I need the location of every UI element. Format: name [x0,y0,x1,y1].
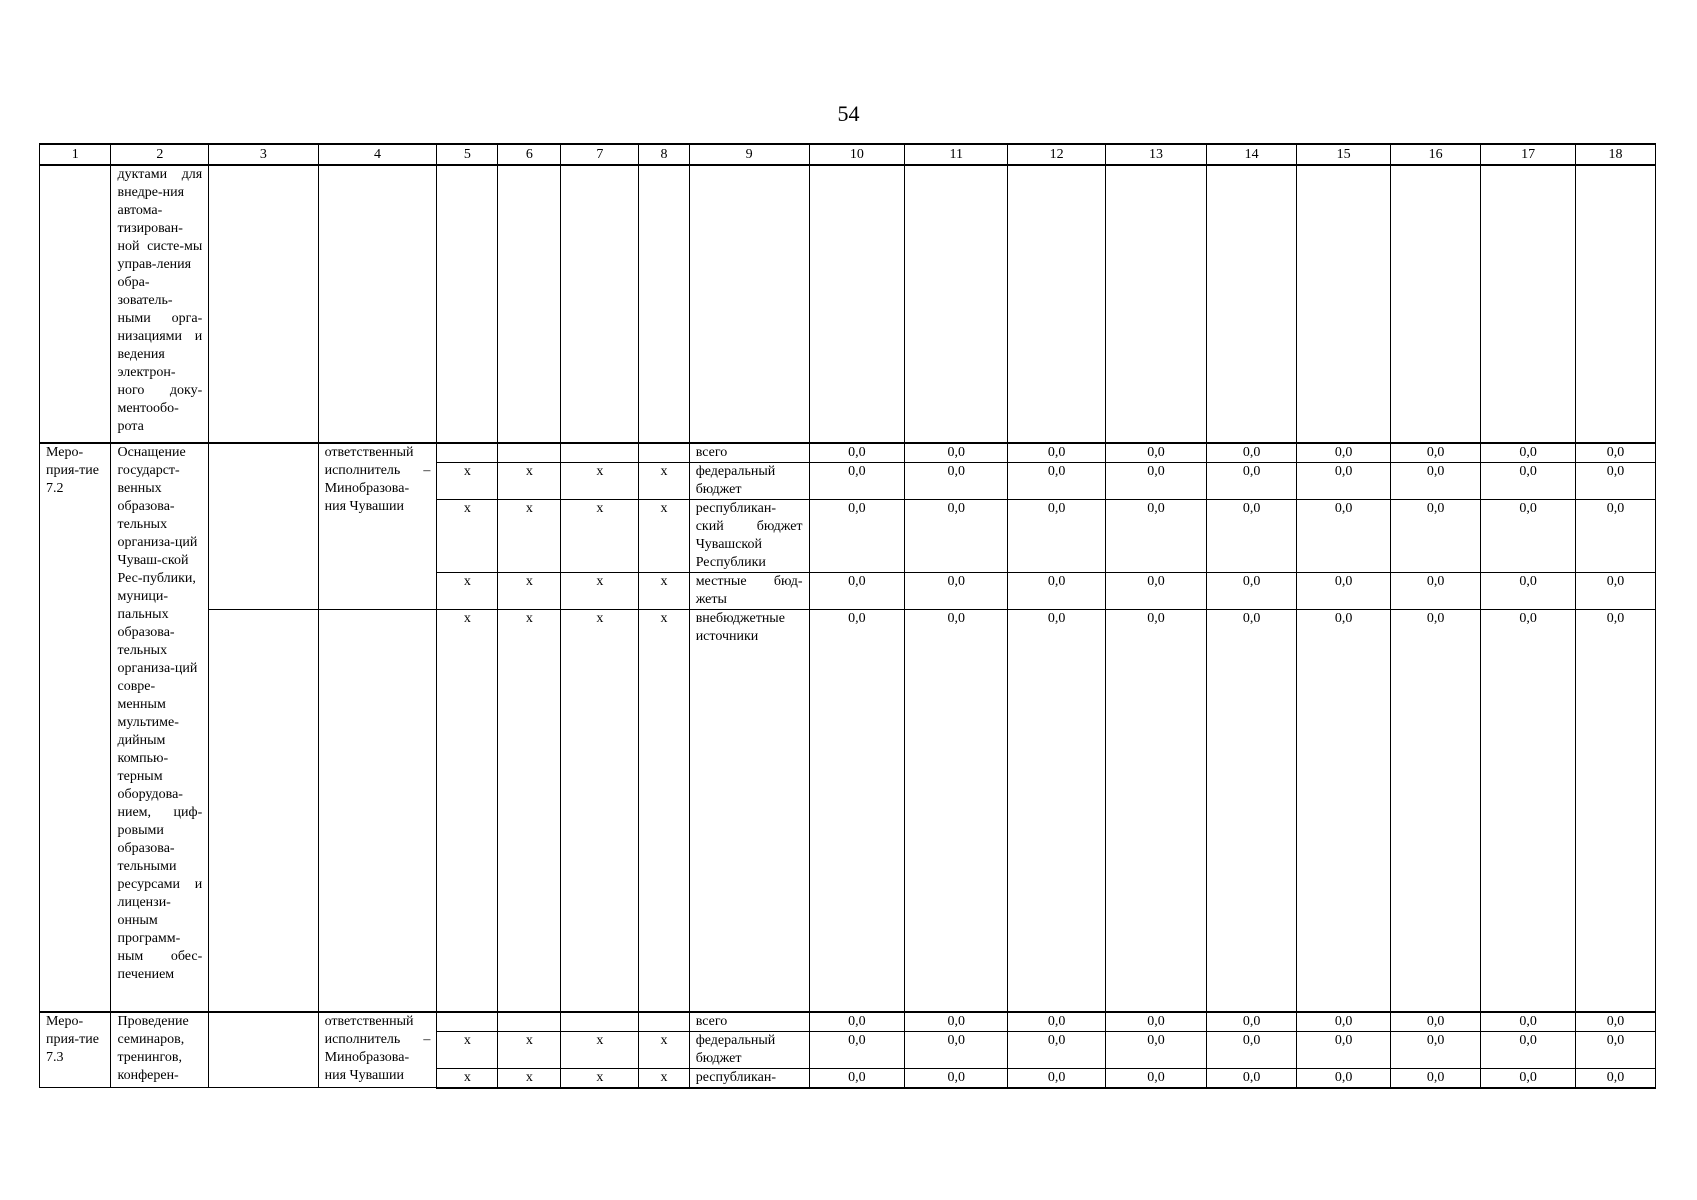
table-row: x x x x республикан-ский бюджет Чувашской Республики 0,0 0,0 0,0 0,0 0,0 0,0 0,0 0,0 0,0 [40,500,1656,573]
table-row: x x x x федеральный бюджет 0,0 0,0 0,0 0,0 0,0 0,0 0,0 0,0 0,0 [40,463,1656,500]
column-header: 12 [1008,144,1106,165]
funding-source: федеральный бюджет [689,1031,809,1068]
continuation-row [40,165,1656,443]
budget-table [39,143,1656,1089]
table-row: Меро-прия-тие 7.3 Проведение семинаров, тренингов, конферен- ответственный исполнитель – Минобразова-ния Чувашии всего 0,0 0,0 0,0 0,0 0,0 0,0 0,0 0,0 0,0 [40,1012,1656,1032]
page-number: 54 [837,101,860,126]
executor: ответственный исполнитель – Минобразова-ния Чувашии [318,443,437,610]
column-header: 7 [561,144,639,165]
table-row: Меро-прия-тие 7.2 Оснащение государст-венных образова-тельных организа-ций Чуваш-ской Рес-публики, муници-пальных образова-тельных организа-ций совре-менным мультиме-дийным компью-терным оборудова-нием, циф-ровыми образова-тельными ресурсами и лицензи-онным программ-ным обес-печением ответственный исполнитель – Минобразова-ния Чувашии всего 0,0 0,0 0,0 0,0 0,0 0,0 0,0 0,0 0,0 [40,443,1656,463]
table-row: x x x x федеральный бюджет 0,0 0,0 0,0 0,0 0,0 0,0 0,0 0,0 0,0 [40,1031,1656,1068]
funding-source: республикан- [689,1068,809,1088]
column-header: 1 [40,144,111,165]
table-row: x x x x республикан- 0,0 0,0 0,0 0,0 0,0 0,0 0,0 0,0 0,0 [40,1068,1656,1088]
column-header: 13 [1106,144,1207,165]
measure-name: дуктами для внедре-ния автома-тизирован-ной систе-мы управ-ления обра-зователь-ными орга-низациями и ведения электрон-ного доку-ментообо-рота [111,165,209,443]
column-header: 9 [689,144,809,165]
measure-id: Меро-прия-тие 7.3 [40,1012,111,1088]
column-header: 11 [905,144,1008,165]
funding-source: внебюджетные источники [689,610,809,1012]
executor: ответственный исполнитель – Минобразова-ния Чувашии [318,1012,437,1088]
measure-name: Проведение семинаров, тренингов, конферен- [111,1012,209,1088]
column-header: 8 [639,144,689,165]
column-header: 3 [209,144,318,165]
column-header: 5 [437,144,498,165]
column-header: 6 [498,144,561,165]
column-header: 18 [1575,144,1655,165]
measure-name: Оснащение государст-венных образова-тельных организа-ций Чуваш-ской Рес-публики, муници-пальных образова-тельных организа-ций совре-менным мультиме-дийным компью-терным оборудова-нием, циф-ровыми образова-тельными ресурсами и лицензи-онным программ-ным обес-печением [111,443,209,1012]
funding-source: республикан-ский бюджет Чувашской Республики [689,500,809,573]
column-header: 4 [318,144,437,165]
funding-source: всего [689,443,809,463]
table-row: x x x x местные бюд-жеты 0,0 0,0 0,0 0,0 0,0 0,0 0,0 0,0 0,0 [40,573,1656,610]
table-row: x x x x внебюджетные источники 0,0 0,0 0,0 0,0 0,0 0,0 0,0 0,0 0,0 [40,610,1656,1012]
column-header: 10 [809,144,905,165]
funding-source: местные бюд-жеты [689,573,809,610]
funding-source: федеральный бюджет [689,463,809,500]
funding-source: всего [689,1012,809,1032]
column-number-row [40,144,1656,165]
column-header: 16 [1390,144,1480,165]
column-header: 15 [1297,144,1391,165]
measure-id: Меро-прия-тие 7.2 [40,443,111,1012]
column-header: 14 [1206,144,1296,165]
column-header: 2 [111,144,209,165]
column-header: 17 [1481,144,1576,165]
